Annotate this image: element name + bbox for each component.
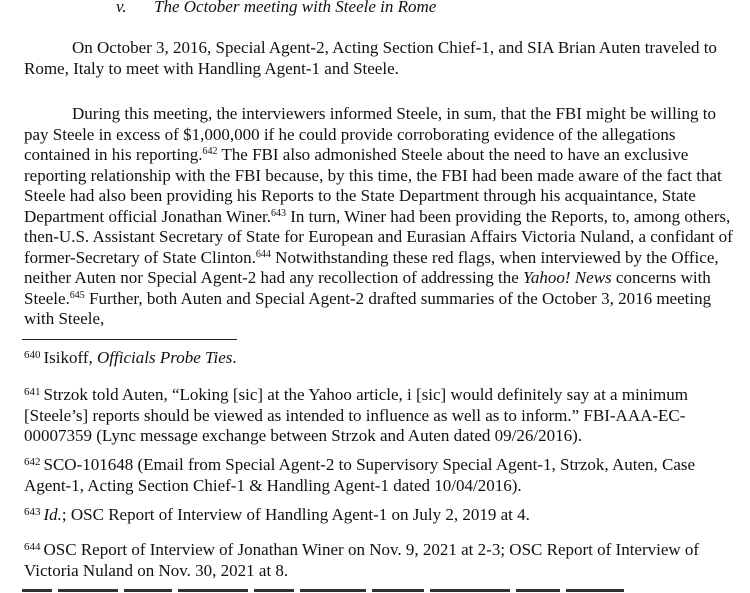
footnote-644 bbox=[24, 540, 740, 581]
footnote-number: 644 bbox=[24, 541, 41, 553]
footnote-number: 643 bbox=[24, 506, 41, 518]
para-text: Notwithstanding these red flags, when interviewed by the Office, neither Auten nor Special Agent-2 had any recollection of addressing the bbox=[24, 247, 719, 287]
footnote-text: ; OSC Report of Interview of Handling Agent-1 on July 2, 2019 at 4. bbox=[61, 505, 530, 524]
section-title: The October meeting with Steele in Rome bbox=[154, 0, 437, 16]
footnote-ref: 643 bbox=[271, 207, 286, 219]
cutoff-next-line bbox=[22, 589, 742, 593]
footnote-divider bbox=[22, 339, 237, 340]
footnote-643 bbox=[24, 505, 740, 526]
footnote-642 bbox=[24, 455, 740, 496]
para-text: concerns with Steele. bbox=[24, 268, 711, 308]
para-italic: Yahoo! News bbox=[523, 268, 612, 287]
footnote-text: SCO-101648 (Email from Special Agent-2 to Supervisory Special Agent-1, Strzok, Auten, Case Agent-1, Acting Section Chief-1 & Handling Agent-1 dated 10/04/2016). bbox=[24, 455, 696, 495]
footnote-italic: Id. bbox=[43, 505, 62, 524]
paragraph-rome-trip: On October 3, 2016, Special Agent-2, Acting Section Chief-1, and SIA Brian Auten traveled to Rome, Italy to meet with Handling Agent-1 and Steele. bbox=[24, 38, 717, 78]
footnote-text: . bbox=[232, 348, 237, 367]
footnote-text: Strzok told Auten, “Loking [sic] at the Yahoo article, i [sic] would definitely say at a minimum [Steele’s] reports should be viewed as intended to influence as well as to inform.” FBI-AAA-EC-00007359 (Lync message exchange between Strzok and Auten dated 09/26/2016). bbox=[24, 385, 688, 445]
para-text: In turn, Winer had been providing the Reports, to, among others, then-U.S. Assistant Secretary of State for European and Eurasian Affairs Victoria Nuland, a confidant of former-Secretary of State Clinton. bbox=[24, 206, 733, 267]
para-text: Further, both Auten and Special Agent-2 drafted summaries of the October 3, 2016 meeting with Steele, bbox=[24, 288, 712, 328]
para-text: The FBI also admonished Steele about the need to have an exclusive reporting relationship with the FBI because, by this time, the FBI had been made aware of the fact that Steele had also been providing his Reports to the State Department through his acquaintance, State Department official Jonathan Winer. bbox=[24, 145, 722, 226]
footnote-ref: 644 bbox=[255, 248, 271, 260]
footnote-text: OSC Report of Interview of Jonathan Winer on Nov. 9, 2021 at 2-3; OSC Report of Interview of Victoria Nuland on Nov. 30, 2021 at 8. bbox=[24, 540, 700, 580]
footnote-number: 641 bbox=[24, 386, 41, 398]
footnote-number: 642 bbox=[24, 456, 41, 468]
footnote-641 bbox=[24, 385, 740, 447]
section-number: v. bbox=[116, 0, 127, 16]
para-text: During this meeting, the interviewers informed Steele, in sum, that the FBI might be willing to pay Steele in excess of $1,000,000 if he could provide corroborating evidence of the allegations contained in his reporting. bbox=[24, 104, 717, 164]
footnote-text: Isikoff, bbox=[43, 348, 98, 367]
footnote-ref: 645 bbox=[69, 289, 85, 301]
footnote-number: 640 bbox=[24, 349, 41, 361]
paragraph-meeting bbox=[24, 104, 736, 330]
footnote-italic: Officials Probe Ties bbox=[97, 348, 233, 367]
footnote-ref: 642 bbox=[202, 146, 218, 157]
footnote-640 bbox=[24, 348, 740, 369]
section-heading bbox=[116, 0, 436, 18]
